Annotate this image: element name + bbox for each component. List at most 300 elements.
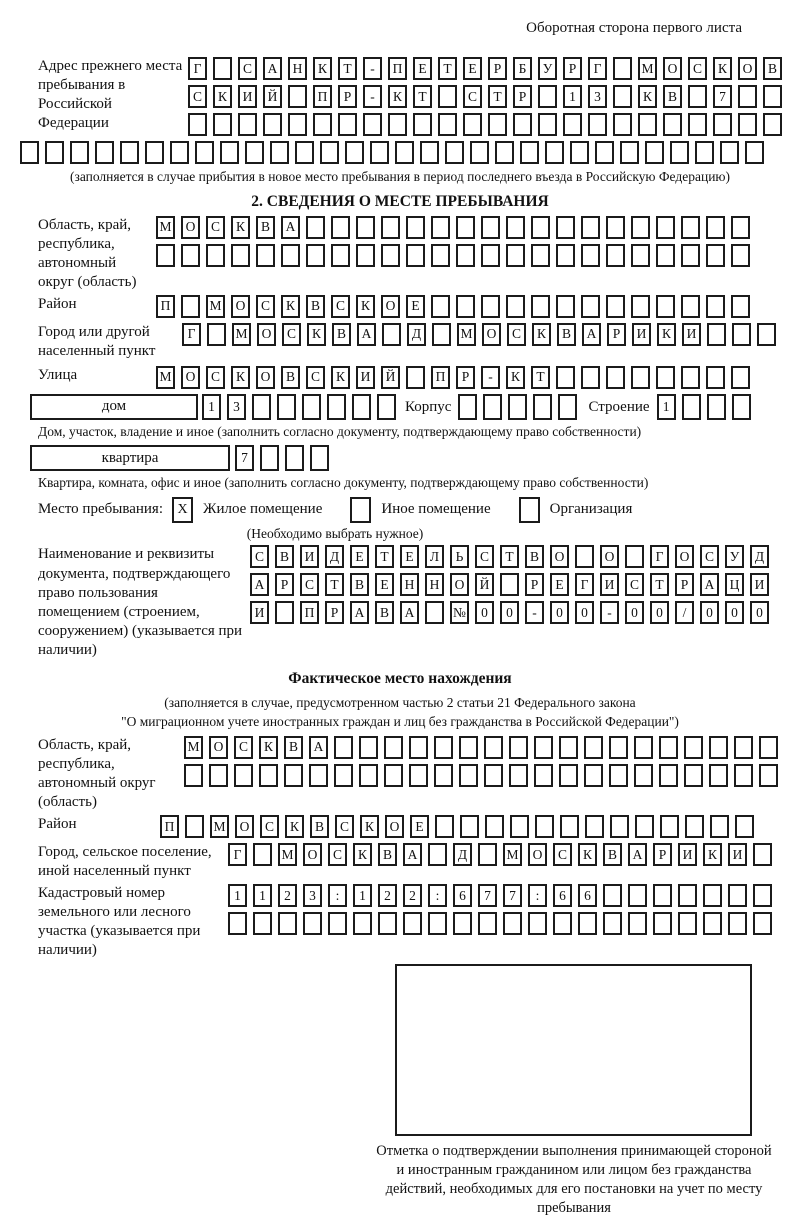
char-cell[interactable]: М [232,323,251,346]
char-cell[interactable]: О [303,843,322,866]
char-cell[interactable] [631,366,650,389]
char-cell[interactable] [684,736,703,759]
char-cell[interactable] [731,366,750,389]
char-cell[interactable] [327,394,346,420]
char-cell[interactable]: Ь [450,545,469,568]
char-cell[interactable] [685,815,704,838]
char-cell[interactable] [252,394,271,420]
char-cell[interactable] [531,216,550,239]
char-cell[interactable]: В [603,843,622,866]
char-cell[interactable] [384,764,403,787]
char-cell[interactable] [428,843,447,866]
char-cell[interactable]: Н [425,573,444,596]
char-cell[interactable] [500,573,519,596]
char-cell[interactable]: В [310,815,329,838]
char-cell[interactable] [688,113,707,136]
char-cell[interactable] [581,244,600,267]
char-cell[interactable] [509,736,528,759]
char-cell[interactable]: К [388,85,407,108]
char-cell[interactable] [585,815,604,838]
char-cell[interactable]: П [313,85,332,108]
char-cell[interactable]: 0 [650,601,669,624]
char-cell[interactable]: К [703,843,722,866]
char-cell[interactable] [331,244,350,267]
char-cell[interactable]: Р [513,85,532,108]
char-cell[interactable] [438,113,457,136]
char-cell[interactable]: Т [488,85,507,108]
char-cell[interactable]: О [528,843,547,866]
char-cell[interactable]: 1 [657,394,676,420]
char-cell[interactable]: П [300,601,319,624]
char-cell[interactable] [506,295,525,318]
char-cell[interactable] [510,815,529,838]
char-cell[interactable]: - [363,57,382,80]
house-type-box[interactable]: дом [30,394,198,420]
char-cell[interactable] [95,141,114,164]
char-cell[interactable]: 7 [713,85,732,108]
char-cell[interactable] [207,323,226,346]
char-cell[interactable]: А [700,573,719,596]
char-cell[interactable] [509,764,528,787]
char-cell[interactable] [406,244,425,267]
char-cell[interactable]: К [285,815,304,838]
char-cell[interactable] [728,884,747,907]
char-cell[interactable] [209,764,228,787]
char-cell[interactable] [556,244,575,267]
char-cell[interactable]: С [188,85,207,108]
char-cell[interactable]: С [234,736,253,759]
char-cell[interactable]: И [750,573,769,596]
char-cell[interactable]: О [738,57,757,80]
char-cell[interactable] [381,244,400,267]
char-cell[interactable]: О [181,216,200,239]
char-cell[interactable] [560,815,579,838]
char-cell[interactable] [584,736,603,759]
char-cell[interactable] [288,85,307,108]
char-cell[interactable]: К [231,366,250,389]
char-cell[interactable]: Л [425,545,444,568]
char-cell[interactable] [356,216,375,239]
char-cell[interactable]: 1 [353,884,372,907]
char-cell[interactable] [195,141,214,164]
char-cell[interactable] [531,244,550,267]
char-cell[interactable]: Е [406,295,425,318]
char-cell[interactable] [703,884,722,907]
char-cell[interactable]: И [238,85,257,108]
char-cell[interactable] [353,912,372,935]
char-cell[interactable] [533,394,552,420]
char-cell[interactable] [334,736,353,759]
char-cell[interactable] [275,601,294,624]
char-cell[interactable] [720,141,739,164]
char-cell[interactable] [259,764,278,787]
char-cell[interactable] [606,295,625,318]
char-cell[interactable] [609,736,628,759]
char-cell[interactable]: С [700,545,719,568]
char-cell[interactable]: А [403,843,422,866]
char-cell[interactable] [435,815,454,838]
char-cell[interactable]: - [363,85,382,108]
char-cell[interactable]: С [331,295,350,318]
char-cell[interactable] [584,764,603,787]
char-cell[interactable] [181,244,200,267]
char-cell[interactable]: В [306,295,325,318]
char-cell[interactable] [434,764,453,787]
char-cell[interactable]: В [256,216,275,239]
char-cell[interactable] [538,113,557,136]
char-cell[interactable]: 7 [235,445,254,471]
char-cell[interactable] [220,141,239,164]
char-cell[interactable] [456,244,475,267]
char-cell[interactable]: 0 [475,601,494,624]
char-cell[interactable]: И [678,843,697,866]
char-cell[interactable]: И [632,323,651,346]
char-cell[interactable] [728,912,747,935]
char-cell[interactable] [631,216,650,239]
other-premises-checkbox[interactable] [350,497,371,523]
char-cell[interactable] [460,815,479,838]
char-cell[interactable]: О [450,573,469,596]
char-cell[interactable]: 0 [700,601,719,624]
char-cell[interactable]: А [628,843,647,866]
char-cell[interactable]: П [431,366,450,389]
char-cell[interactable] [609,764,628,787]
char-cell[interactable]: 6 [453,884,472,907]
char-cell[interactable]: С [260,815,279,838]
char-cell[interactable] [707,323,726,346]
char-cell[interactable]: Е [400,545,419,568]
char-cell[interactable] [453,912,472,935]
char-cell[interactable] [188,113,207,136]
char-cell[interactable]: Т [650,573,669,596]
char-cell[interactable]: Б [513,57,532,80]
char-cell[interactable]: О [381,295,400,318]
char-cell[interactable] [206,244,225,267]
char-cell[interactable]: М [184,736,203,759]
char-cell[interactable] [313,113,332,136]
char-cell[interactable]: И [682,323,701,346]
char-cell[interactable] [656,366,675,389]
char-cell[interactable] [757,323,776,346]
char-cell[interactable] [431,244,450,267]
char-cell[interactable]: П [160,815,179,838]
char-cell[interactable] [484,764,503,787]
char-cell[interactable]: И [600,573,619,596]
char-cell[interactable]: Р [563,57,582,80]
char-cell[interactable] [320,141,339,164]
char-cell[interactable] [384,736,403,759]
char-cell[interactable] [359,736,378,759]
char-cell[interactable] [713,113,732,136]
char-cell[interactable]: В [375,601,394,624]
char-cell[interactable] [428,912,447,935]
char-cell[interactable]: К [353,843,372,866]
char-cell[interactable]: К [506,366,525,389]
char-cell[interactable] [378,912,397,935]
char-cell[interactable]: К [638,85,657,108]
char-cell[interactable] [310,445,329,471]
char-cell[interactable] [753,912,772,935]
char-cell[interactable]: О [385,815,404,838]
char-cell[interactable] [653,912,672,935]
char-cell[interactable]: Г [588,57,607,80]
char-cell[interactable] [338,113,357,136]
char-cell[interactable]: Т [500,545,519,568]
char-cell[interactable] [260,445,279,471]
char-cell[interactable] [558,394,577,420]
char-cell[interactable] [420,141,439,164]
char-cell[interactable] [678,912,697,935]
char-cell[interactable]: К [259,736,278,759]
char-cell[interactable] [681,216,700,239]
char-cell[interactable]: № [450,601,469,624]
char-cell[interactable] [759,736,778,759]
char-cell[interactable]: 2 [378,884,397,907]
char-cell[interactable]: М [278,843,297,866]
char-cell[interactable]: К [331,366,350,389]
char-cell[interactable] [581,295,600,318]
char-cell[interactable] [706,244,725,267]
char-cell[interactable] [559,736,578,759]
char-cell[interactable]: М [638,57,657,80]
char-cell[interactable] [409,764,428,787]
char-cell[interactable]: 6 [553,884,572,907]
char-cell[interactable]: 0 [575,601,594,624]
char-cell[interactable]: 7 [503,884,522,907]
char-cell[interactable]: Г [575,573,594,596]
char-cell[interactable]: : [328,884,347,907]
char-cell[interactable]: А [309,736,328,759]
char-cell[interactable] [481,216,500,239]
char-cell[interactable] [759,764,778,787]
char-cell[interactable]: С [328,843,347,866]
char-cell[interactable] [578,912,597,935]
char-cell[interactable] [706,295,725,318]
char-cell[interactable] [438,85,457,108]
char-cell[interactable] [707,394,726,420]
char-cell[interactable] [603,912,622,935]
char-cell[interactable]: Е [410,815,429,838]
char-cell[interactable]: В [378,843,397,866]
char-cell[interactable] [528,912,547,935]
char-cell[interactable]: Е [350,545,369,568]
char-cell[interactable] [381,216,400,239]
char-cell[interactable] [295,141,314,164]
char-cell[interactable] [484,736,503,759]
char-cell[interactable] [270,141,289,164]
char-cell[interactable] [660,815,679,838]
char-cell[interactable] [285,445,304,471]
char-cell[interactable] [735,815,754,838]
char-cell[interactable]: В [284,736,303,759]
char-cell[interactable]: Г [188,57,207,80]
char-cell[interactable]: О [663,57,682,80]
residential-checkbox[interactable]: X [172,497,193,523]
char-cell[interactable]: У [538,57,557,80]
char-cell[interactable] [663,113,682,136]
char-cell[interactable] [263,113,282,136]
char-cell[interactable]: Р [525,573,544,596]
char-cell[interactable] [656,295,675,318]
char-cell[interactable]: П [156,295,175,318]
char-cell[interactable] [620,141,639,164]
char-cell[interactable]: Т [531,366,550,389]
char-cell[interactable] [734,764,753,787]
char-cell[interactable] [628,884,647,907]
char-cell[interactable] [181,295,200,318]
char-cell[interactable]: 1 [228,884,247,907]
char-cell[interactable]: Д [453,843,472,866]
char-cell[interactable] [309,764,328,787]
char-cell[interactable] [213,113,232,136]
char-cell[interactable]: Д [407,323,426,346]
char-cell[interactable] [606,216,625,239]
char-cell[interactable]: О [231,295,250,318]
char-cell[interactable]: 6 [578,884,597,907]
char-cell[interactable]: К [356,295,375,318]
char-cell[interactable]: 1 [253,884,272,907]
char-cell[interactable]: И [250,601,269,624]
char-cell[interactable] [488,113,507,136]
char-cell[interactable]: А [350,601,369,624]
char-cell[interactable] [425,601,444,624]
char-cell[interactable]: О [675,545,694,568]
char-cell[interactable]: В [275,545,294,568]
char-cell[interactable] [534,736,553,759]
char-cell[interactable]: - [600,601,619,624]
char-cell[interactable] [732,323,751,346]
char-cell[interactable]: 1 [563,85,582,108]
char-cell[interactable]: 0 [725,601,744,624]
char-cell[interactable] [556,366,575,389]
char-cell[interactable] [659,764,678,787]
char-cell[interactable] [738,85,757,108]
char-cell[interactable] [406,216,425,239]
char-cell[interactable] [470,141,489,164]
char-cell[interactable] [503,912,522,935]
char-cell[interactable]: С [475,545,494,568]
char-cell[interactable] [678,884,697,907]
char-cell[interactable] [559,764,578,787]
char-cell[interactable] [184,764,203,787]
char-cell[interactable] [606,366,625,389]
char-cell[interactable]: О [600,545,619,568]
char-cell[interactable] [483,394,502,420]
char-cell[interactable]: К [360,815,379,838]
char-cell[interactable] [613,85,632,108]
char-cell[interactable]: У [725,545,744,568]
char-cell[interactable] [553,912,572,935]
char-cell[interactable]: О [257,323,276,346]
char-cell[interactable]: К [281,295,300,318]
char-cell[interactable]: 7 [478,884,497,907]
char-cell[interactable] [731,244,750,267]
char-cell[interactable]: 2 [278,884,297,907]
char-cell[interactable]: К [313,57,332,80]
char-cell[interactable] [277,394,296,420]
char-cell[interactable] [245,141,264,164]
char-cell[interactable] [334,764,353,787]
char-cell[interactable]: - [525,601,544,624]
char-cell[interactable] [156,244,175,267]
char-cell[interactable]: А [281,216,300,239]
char-cell[interactable] [463,113,482,136]
char-cell[interactable] [656,216,675,239]
char-cell[interactable]: Ц [725,573,744,596]
char-cell[interactable]: М [210,815,229,838]
char-cell[interactable]: К [657,323,676,346]
char-cell[interactable] [485,815,504,838]
char-cell[interactable] [670,141,689,164]
char-cell[interactable]: С [256,295,275,318]
char-cell[interactable]: С [206,366,225,389]
char-cell[interactable] [382,323,401,346]
char-cell[interactable]: Е [375,573,394,596]
char-cell[interactable] [535,815,554,838]
char-cell[interactable] [456,295,475,318]
char-cell[interactable]: С [206,216,225,239]
char-cell[interactable]: : [528,884,547,907]
char-cell[interactable] [638,113,657,136]
char-cell[interactable]: В [663,85,682,108]
char-cell[interactable] [706,366,725,389]
char-cell[interactable]: Й [263,85,282,108]
char-cell[interactable] [213,57,232,80]
char-cell[interactable] [481,244,500,267]
char-cell[interactable]: Р [338,85,357,108]
char-cell[interactable] [610,815,629,838]
char-cell[interactable] [45,141,64,164]
char-cell[interactable] [253,843,272,866]
char-cell[interactable] [170,141,189,164]
char-cell[interactable] [681,295,700,318]
char-cell[interactable] [395,141,414,164]
char-cell[interactable] [406,366,425,389]
char-cell[interactable] [352,394,371,420]
char-cell[interactable] [256,244,275,267]
char-cell[interactable] [681,244,700,267]
char-cell[interactable] [306,216,325,239]
char-cell[interactable]: К [231,216,250,239]
char-cell[interactable] [238,113,257,136]
char-cell[interactable]: К [713,57,732,80]
char-cell[interactable] [710,815,729,838]
char-cell[interactable] [520,141,539,164]
char-cell[interactable] [363,113,382,136]
char-cell[interactable]: Р [488,57,507,80]
char-cell[interactable] [556,295,575,318]
char-cell[interactable] [595,141,614,164]
char-cell[interactable] [563,113,582,136]
char-cell[interactable] [645,141,664,164]
char-cell[interactable]: Г [650,545,669,568]
char-cell[interactable] [302,394,321,420]
char-cell[interactable]: Т [338,57,357,80]
char-cell[interactable] [281,244,300,267]
char-cell[interactable] [185,815,204,838]
char-cell[interactable]: С [553,843,572,866]
char-cell[interactable]: 1 [202,394,221,420]
char-cell[interactable] [603,884,622,907]
char-cell[interactable]: 3 [303,884,322,907]
char-cell[interactable]: 0 [625,601,644,624]
char-cell[interactable]: В [525,545,544,568]
char-cell[interactable] [684,764,703,787]
char-cell[interactable] [631,295,650,318]
char-cell[interactable]: С [306,366,325,389]
char-cell[interactable]: Р [456,366,475,389]
char-cell[interactable]: В [557,323,576,346]
